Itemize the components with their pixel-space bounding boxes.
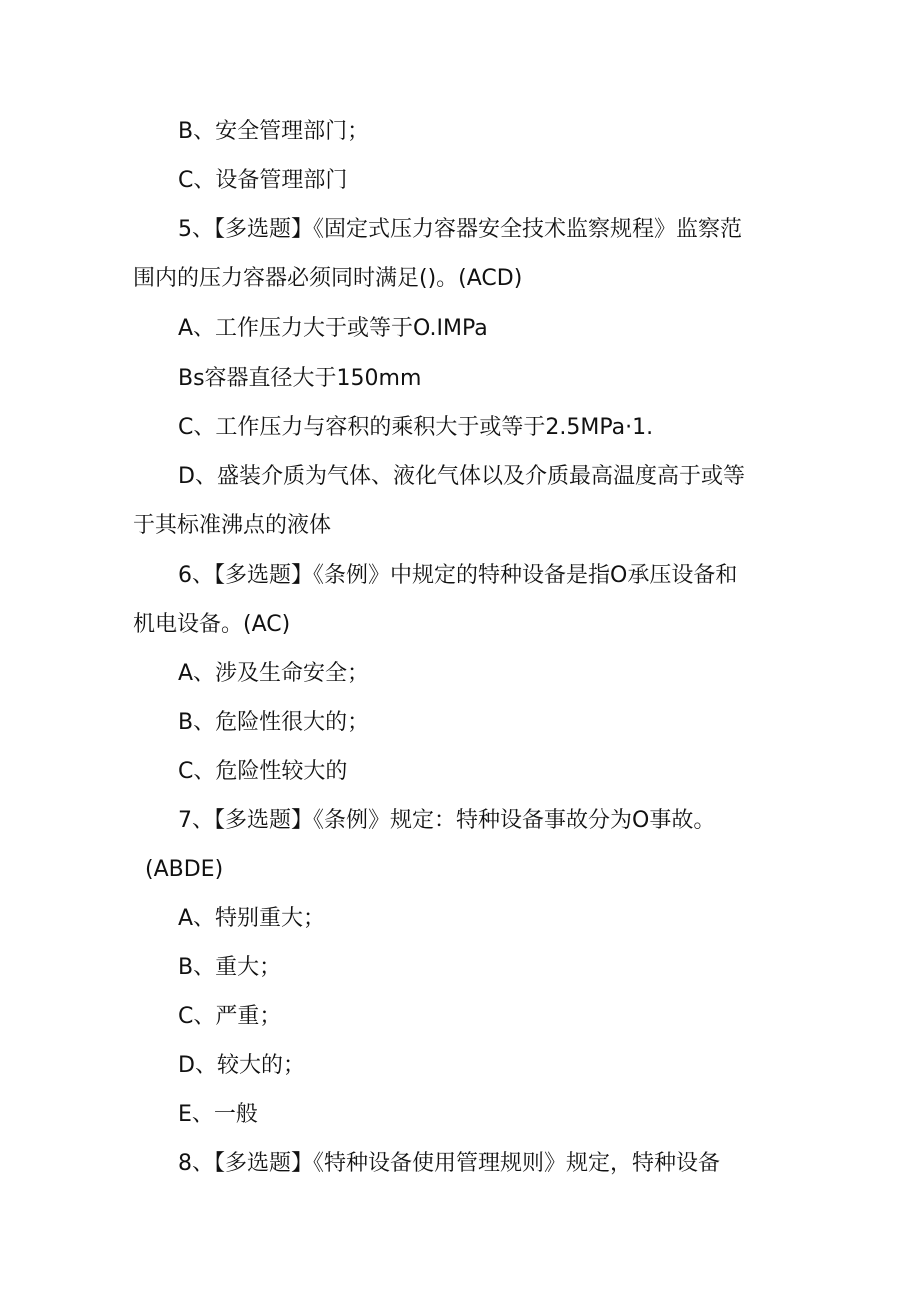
q5-option-c: C、工作压力与容积的乘积大于或等于2.5MPa·1. xyxy=(178,415,654,440)
q7-option-a: A、特别重大； xyxy=(178,906,326,931)
question-5-line-2: 围内的压力容器必须同时满足()。(ACD) xyxy=(133,266,523,291)
question-8-line-1: 8、【多选题】《特种设备使用管理规则》规定，特种设备 xyxy=(178,1151,720,1176)
q5-option-b: Bs容器直径大于150mm xyxy=(178,366,422,391)
option-b-safety-dept: B、安全管理部门； xyxy=(178,119,370,144)
question-7-line-1: 7、【多选题】《条例》规定：特种设备事故分为O事故。 xyxy=(178,808,716,833)
q6-option-a: A、涉及生命安全； xyxy=(178,661,370,686)
question-6-line-2: 机电设备。(AC) xyxy=(133,612,291,637)
q7-option-c: C、严重； xyxy=(178,1004,282,1029)
q5-option-a: A、工作压力大于或等于O.IMPa xyxy=(178,316,488,341)
q6-option-c: C、危险性较大的 xyxy=(178,759,348,784)
q5-option-d-line-2: 于其标准沸点的液体 xyxy=(133,513,332,538)
question-6-line-1: 6、【多选题】《条例》中规定的特种设备是指O承压设备和 xyxy=(178,563,738,588)
q7-option-b: B、重大； xyxy=(178,955,282,980)
q7-option-e: E、一般 xyxy=(178,1102,258,1127)
question-7-answer: (ABDE) xyxy=(145,857,224,882)
question-5-line-1: 5、【多选题】《固定式压力容器安全技术监察规程》监察范 xyxy=(178,217,742,242)
q5-option-d-line-1: D、盛装介质为气体、液化气体以及介质最高温度高于或等 xyxy=(178,464,745,489)
q7-option-d: D、较大的； xyxy=(178,1053,305,1078)
q6-option-b: B、危险性很大的； xyxy=(178,710,370,735)
option-c-equipment-dept: C、设备管理部门 xyxy=(178,168,348,193)
